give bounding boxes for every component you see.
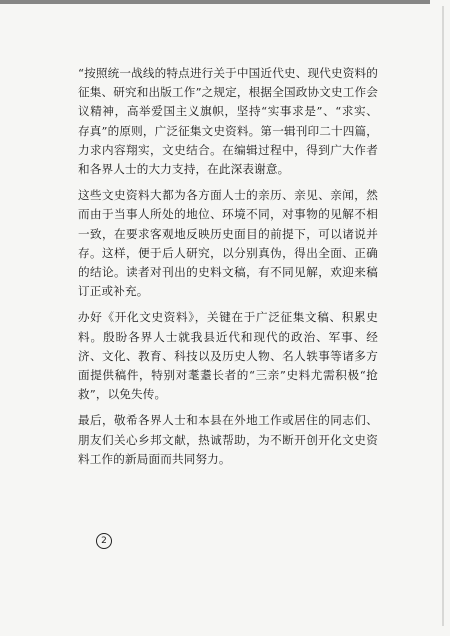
page-number: 2	[96, 533, 112, 549]
paragraph-2: 这些文史资料大都为各方面人士的亲历、亲见、亲闻，然而由于当事人所处的地位、环境不同，对事物的见解不相一致，在要求客观地反映历史面目的前提下，可以诸说并存。这样，便于后人研究，以分别真伪，得出全面、正确的结论。读者对刊出的史料文稿，有不同见解，欢迎来稿订正或补充。	[78, 188, 378, 299]
scan-top-edge	[0, 0, 430, 4]
paragraph-3: 办好《开化文史资料》，关键在于广泛征集文稿、积累史料。殷盼各界人士就我县近代和现代的政治、军事、经济、文化、教育、科技以及历史人物、名人轶事等诸多方面提供稿件，特别对耄耋长者的“三亲”史料尤需积极“抢救”，以免失传。	[78, 310, 378, 402]
paragraph-1: “按照统一战线的特点进行关于中国近代史、现代史资料的征集、研究和出版工作”之规定，根据全国政协文史工作会议精神，高举爱国主义旗帜，坚持“实事求是”、“求实、存真”的原则，广泛征集文史资料。第一辑刊印二十四篇，力求内容翔实，文史结合。在编辑过程中，得到广大作者和各界人士的大力支持，在此深表谢意。	[78, 66, 378, 177]
paragraph-4: 最后，敬希各界人士和本县在外地工作或居住的同志们、朋友们关心乡邦文献，热诚帮助，为不断开创开化文史资料工作的新局面而共同努力。	[78, 413, 378, 466]
body-text	[78, 64, 378, 469]
scan-right-edge	[442, 6, 444, 626]
